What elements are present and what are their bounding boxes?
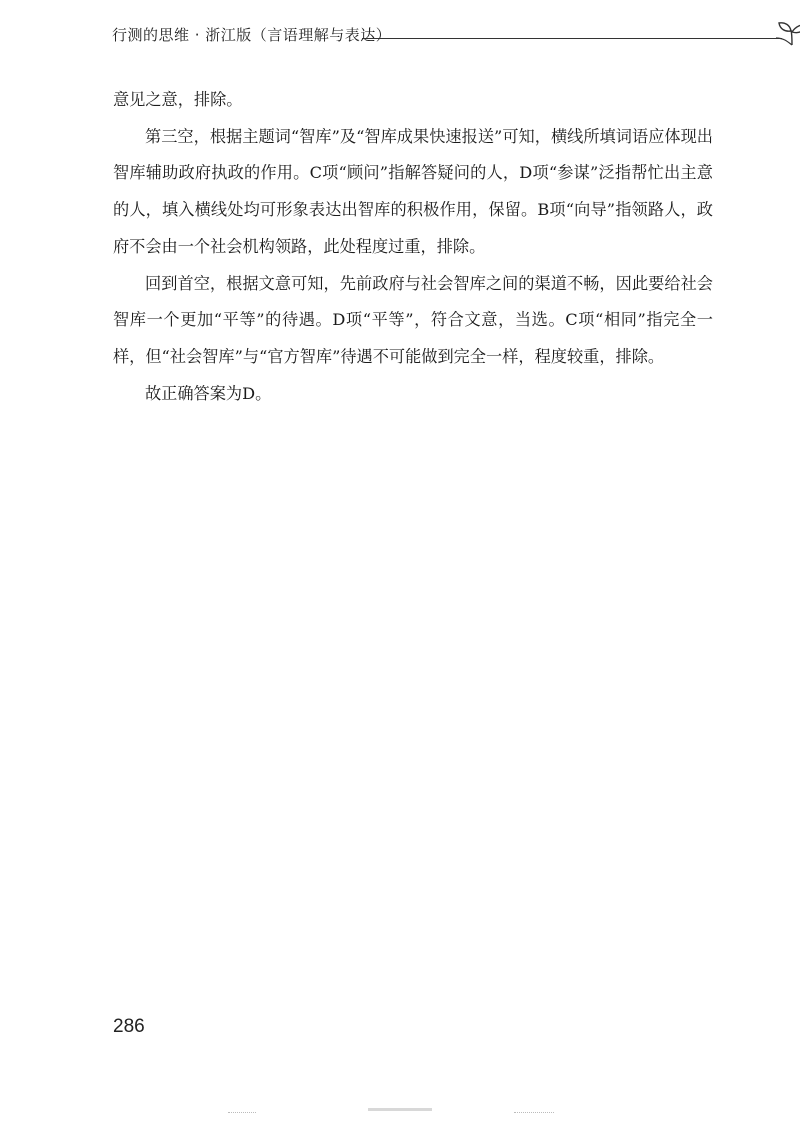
scan-artifact	[368, 1105, 432, 1115]
book-title: 行测的思维 · 浙江版（言语理解与表达）	[112, 26, 392, 44]
scan-artifact	[514, 1112, 554, 1117]
paragraph-first-blank: 回到首空，根据文意可知，先前政府与社会智库之间的渠道不畅，因此要给社会智库一个更加“平等”的待遇。D项“平等”，符合文意，当选。C项“相同”指完全一样，但“社会智库”与“官方智库”待遇不可能做到完全一样，程度较重，排除。	[113, 273, 713, 366]
header-rule	[362, 38, 782, 39]
scan-artifact	[228, 1112, 256, 1117]
paragraph-answer: 故正确答案为D。	[145, 383, 272, 403]
answer-explanation	[113, 82, 713, 412]
page-number: 286	[113, 1016, 145, 1037]
running-header	[112, 20, 712, 50]
paragraph-continuation: 意见之意，排除。	[113, 90, 243, 109]
sprout-icon	[776, 20, 800, 46]
paragraph-third-blank: 第三空，根据主题词“智库”及“智库成果快速报送”可知，横线所填词语应体现出智库辅助政府执政的作用。C项“顾问”指解答疑问的人，D项“参谋”泛指帮忙出主意的人，填入横线处均可形象表达出智库的积极作用，保留。B项“向导”指领路人，政府不会由一个社会机构领路，此处程度过重，排除。	[113, 126, 713, 256]
